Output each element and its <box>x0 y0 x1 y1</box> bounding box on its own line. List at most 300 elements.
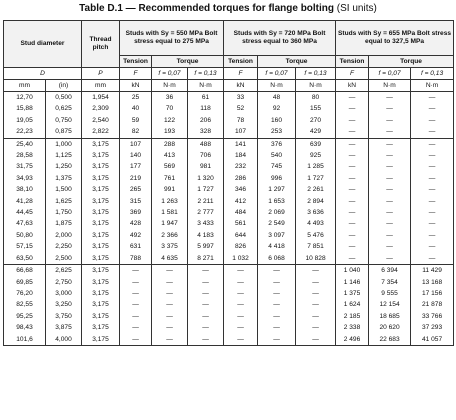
table-cell: 36 <box>152 92 188 104</box>
table-cell: 5 997 <box>188 241 224 252</box>
table-cell: 38,10 <box>4 184 46 195</box>
table-cell: 3,875 <box>46 322 82 333</box>
table-cell: 232 <box>224 161 258 172</box>
table-cell: 141 <box>224 138 258 150</box>
table-cell: 3,250 <box>46 299 82 310</box>
table-cell: 3 636 <box>296 207 336 218</box>
table-cell: 41 057 <box>411 334 454 346</box>
table-cell: — <box>369 161 411 172</box>
table-cell: 18 685 <box>369 311 411 322</box>
table-cell: — <box>336 218 369 229</box>
table-cell: 66,68 <box>4 265 46 277</box>
table-cell: 3,175 <box>82 196 120 207</box>
table-cell: — <box>188 311 224 322</box>
table-cell: 82 <box>120 126 152 138</box>
table-cell: 6 068 <box>258 253 296 265</box>
table-cell: — <box>296 334 336 346</box>
table-row <box>4 92 454 104</box>
table-row <box>4 173 454 184</box>
table-cell: 193 <box>152 126 188 138</box>
table-cell: — <box>411 207 454 218</box>
table-cell: 561 <box>224 218 258 229</box>
table-cell: 6 394 <box>369 265 411 277</box>
table-cell: — <box>411 184 454 195</box>
table-cell: 3 433 <box>188 218 224 229</box>
table-cell: 1 320 <box>188 173 224 184</box>
table-cell: 10 828 <box>296 253 336 265</box>
header-torque: Torque <box>369 56 454 68</box>
table-cell: 25,40 <box>4 138 46 150</box>
table-cell: — <box>336 230 369 241</box>
table-cell: 2,500 <box>46 253 82 265</box>
table-cell: 155 <box>296 103 336 114</box>
table-cell: 3,175 <box>82 230 120 241</box>
table-cell: 270 <box>296 115 336 126</box>
table-cell: 981 <box>188 161 224 172</box>
table-cell: 25 <box>120 92 152 104</box>
table-cell: — <box>411 92 454 104</box>
table-cell: — <box>258 334 296 346</box>
table-cell: 0,750 <box>46 115 82 126</box>
table-cell: — <box>369 196 411 207</box>
table-cell: 2,822 <box>82 126 120 138</box>
table-cell: — <box>224 322 258 333</box>
table-cell: 95,25 <box>4 311 46 322</box>
table-cell: 761 <box>152 173 188 184</box>
table-cell: 3,175 <box>82 207 120 218</box>
header-symbol-f: F <box>336 68 369 80</box>
table-cell: — <box>188 322 224 333</box>
table-cell: 37 293 <box>411 322 454 333</box>
table-cell: 2,309 <box>82 103 120 114</box>
table-cell: 4,000 <box>46 334 82 346</box>
header-friction-013: f = 0,13 <box>296 68 336 80</box>
table-cell: 12,70 <box>4 92 46 104</box>
table-row <box>4 241 454 252</box>
table-cell: 3,175 <box>82 299 120 310</box>
table-cell: 48 <box>258 92 296 104</box>
table-cell: 82,55 <box>4 299 46 310</box>
table-cell: 286 <box>224 173 258 184</box>
flange-bolting-torque-table <box>3 20 454 346</box>
table-cell: 59 <box>120 115 152 126</box>
table-row <box>4 196 454 207</box>
table-cell: 11 429 <box>411 265 454 277</box>
table-cell: 1,954 <box>82 92 120 104</box>
table-cell: 3,175 <box>82 322 120 333</box>
table-cell: 2,000 <box>46 230 82 241</box>
table-cell: — <box>152 322 188 333</box>
table-cell: 2,540 <box>82 115 120 126</box>
table-cell: — <box>369 207 411 218</box>
table-cell: — <box>336 173 369 184</box>
table-cell: 78 <box>224 115 258 126</box>
table-cell: 328 <box>188 126 224 138</box>
table-cell: 4 635 <box>152 253 188 265</box>
table-cell: 484 <box>224 207 258 218</box>
table-title-text: Table D.1 — Recommended torques for flange bolting <box>79 3 335 14</box>
table-cell: — <box>369 230 411 241</box>
table-cell: 3,175 <box>82 311 120 322</box>
table-cell: — <box>296 277 336 288</box>
table-cell: 1 947 <box>152 218 188 229</box>
header-unit-in: (in) <box>46 80 82 92</box>
table-cell: — <box>188 288 224 299</box>
table-cell: 3,000 <box>46 288 82 299</box>
table-cell: — <box>411 150 454 161</box>
table-cell: 3 375 <box>152 241 188 252</box>
table-cell: 2,250 <box>46 241 82 252</box>
table-cell: 2 185 <box>336 311 369 322</box>
table-row <box>4 253 454 265</box>
table-cell: — <box>369 115 411 126</box>
table-cell: 118 <box>188 103 224 114</box>
table-cell: — <box>296 265 336 277</box>
table-cell: 1 727 <box>296 173 336 184</box>
table-cell: 540 <box>258 150 296 161</box>
table-cell: 288 <box>152 138 188 150</box>
table-cell: — <box>258 265 296 277</box>
header-symbol-f: F <box>224 68 258 80</box>
header-unit-nm: N·m <box>411 80 454 92</box>
table-cell: 2 211 <box>188 196 224 207</box>
table-cell: 52 <box>224 103 258 114</box>
table-cell: 706 <box>188 150 224 161</box>
table-cell: 3,175 <box>82 138 120 150</box>
table-cell: 1 653 <box>258 196 296 207</box>
table-cell: 1,875 <box>46 218 82 229</box>
table-cell: — <box>369 241 411 252</box>
header-torque: Torque <box>152 56 224 68</box>
table-cell: 1,125 <box>46 150 82 161</box>
table-cell: 3,175 <box>82 184 120 195</box>
table-cell: 3,175 <box>82 253 120 265</box>
table-cell: 3,175 <box>82 241 120 252</box>
table-cell: 13 168 <box>411 277 454 288</box>
table-cell: 5 476 <box>296 230 336 241</box>
table-cell: — <box>369 126 411 138</box>
table-cell: 50,80 <box>4 230 46 241</box>
table-cell: 1,375 <box>46 173 82 184</box>
header-stud-diameter: Stud diameter <box>4 21 82 68</box>
table-cell: 140 <box>120 150 152 161</box>
table-cell: — <box>258 311 296 322</box>
table-cell: 15,88 <box>4 103 46 114</box>
header-friction-013: f = 0,13 <box>188 68 224 80</box>
table-row <box>4 311 454 322</box>
table-cell: 1 285 <box>296 161 336 172</box>
table-cell: — <box>120 277 152 288</box>
table-cell: 428 <box>120 218 152 229</box>
table-cell: — <box>411 218 454 229</box>
table-cell: — <box>336 150 369 161</box>
table-cell: 0,625 <box>46 103 82 114</box>
table-cell: 2 894 <box>296 196 336 207</box>
table-cell: — <box>336 126 369 138</box>
table-cell: 20 620 <box>369 322 411 333</box>
header-symbol-p: P <box>82 68 120 80</box>
table-cell: 63,50 <box>4 253 46 265</box>
table-cell: 76,20 <box>4 288 46 299</box>
table-cell: — <box>296 311 336 322</box>
table-cell: 0,875 <box>46 126 82 138</box>
table-cell: — <box>120 322 152 333</box>
table-cell: — <box>258 322 296 333</box>
table-cell: 1,625 <box>46 196 82 207</box>
table-cell: 413 <box>152 150 188 161</box>
table-cell: 2 338 <box>336 322 369 333</box>
table-cell: — <box>152 311 188 322</box>
table-row <box>4 218 454 229</box>
header-unit-mm: mm <box>82 80 120 92</box>
table-cell: 1 146 <box>336 277 369 288</box>
table-cell: — <box>411 173 454 184</box>
table-cell: 70 <box>152 103 188 114</box>
table-cell: — <box>224 334 258 346</box>
table-cell: — <box>188 277 224 288</box>
table-cell: — <box>369 184 411 195</box>
table-cell: 1 040 <box>336 265 369 277</box>
table-cell: 4 183 <box>188 230 224 241</box>
table-cell: 206 <box>188 115 224 126</box>
table-cell: 1 375 <box>336 288 369 299</box>
table-cell: 788 <box>120 253 152 265</box>
table-cell: 98,43 <box>4 322 46 333</box>
table-cell: — <box>369 103 411 114</box>
table-cell: — <box>411 161 454 172</box>
table-cell: 745 <box>258 161 296 172</box>
table-cell: 346 <box>224 184 258 195</box>
table-cell: 0,500 <box>46 92 82 104</box>
table-cell: 107 <box>224 126 258 138</box>
table-cell: 7 354 <box>369 277 411 288</box>
table-cell: 3,175 <box>82 173 120 184</box>
table-cell: 177 <box>120 161 152 172</box>
header-friction-007: f = 0,07 <box>258 68 296 80</box>
table-cell: — <box>258 288 296 299</box>
table-cell: 160 <box>258 115 296 126</box>
header-symbol-f: F <box>120 68 152 80</box>
table-cell: — <box>336 161 369 172</box>
table-cell: 2 069 <box>258 207 296 218</box>
table-cell: — <box>369 253 411 265</box>
table-cell: 1 032 <box>224 253 258 265</box>
table-cell: 253 <box>258 126 296 138</box>
table-cell: 19,05 <box>4 115 46 126</box>
table-cell: 3,750 <box>46 311 82 322</box>
header-group-550: Studs with Sy = 550 MPa Bolt stress equal to 275 MPa <box>120 21 224 56</box>
header-tension: Tension <box>336 56 369 68</box>
table-cell: 12 154 <box>369 299 411 310</box>
table-cell: 21 878 <box>411 299 454 310</box>
table-cell: — <box>411 138 454 150</box>
table-cell: 569 <box>152 161 188 172</box>
table-cell: — <box>152 288 188 299</box>
table-row <box>4 126 454 138</box>
table-cell: 3,175 <box>82 288 120 299</box>
table-cell: — <box>258 277 296 288</box>
table-cell: — <box>336 241 369 252</box>
table-cell: — <box>120 334 152 346</box>
table-cell: 3,175 <box>82 277 120 288</box>
table-cell: — <box>120 288 152 299</box>
table-row <box>4 161 454 172</box>
table-cell: — <box>411 103 454 114</box>
table-row <box>4 334 454 346</box>
table-cell: 639 <box>296 138 336 150</box>
header-unit-kn: kN <box>336 80 369 92</box>
table-row <box>4 184 454 195</box>
table-cell: — <box>336 253 369 265</box>
table-cell: 412 <box>224 196 258 207</box>
table-cell: 31,75 <box>4 161 46 172</box>
table-cell: 47,63 <box>4 218 46 229</box>
header-group-720: Studs with Sy = 720 MPa Bolt stress equal to 360 MPa <box>224 21 336 56</box>
table-row <box>4 288 454 299</box>
table-cell: — <box>152 265 188 277</box>
table-cell: — <box>188 299 224 310</box>
table-cell: — <box>224 288 258 299</box>
table-cell: 28,58 <box>4 150 46 161</box>
table-cell: — <box>369 218 411 229</box>
table-cell: 996 <box>258 173 296 184</box>
header-unit-mm: mm <box>4 80 46 92</box>
table-cell: 61 <box>188 92 224 104</box>
header-tension: Tension <box>120 56 152 68</box>
table-cell: 492 <box>120 230 152 241</box>
table-cell: 1 581 <box>152 207 188 218</box>
table-cell: 3 097 <box>258 230 296 241</box>
table-cell: — <box>258 299 296 310</box>
table-row <box>4 299 454 310</box>
table-cell: — <box>336 138 369 150</box>
table-cell: 17 156 <box>411 288 454 299</box>
table-cell: 1,500 <box>46 184 82 195</box>
table-cell: 2,750 <box>46 277 82 288</box>
table-cell: 4 493 <box>296 218 336 229</box>
table-row <box>4 207 454 218</box>
table-title-units: (SI units) <box>336 3 377 14</box>
table-cell: — <box>369 150 411 161</box>
header-tension: Tension <box>224 56 258 68</box>
table-cell: — <box>120 299 152 310</box>
table-row <box>4 265 454 277</box>
header-unit-nm: N·m <box>369 80 411 92</box>
table-cell: 3,175 <box>82 161 120 172</box>
table-cell: 22,23 <box>4 126 46 138</box>
table-cell: 631 <box>120 241 152 252</box>
table-row <box>4 322 454 333</box>
table-row <box>4 230 454 241</box>
table-cell: — <box>224 277 258 288</box>
table-cell: — <box>336 103 369 114</box>
table-cell: 1 297 <box>258 184 296 195</box>
table-cell: — <box>296 322 336 333</box>
header-unit-nm: N·m <box>152 80 188 92</box>
table-cell: — <box>369 92 411 104</box>
table-cell: — <box>224 265 258 277</box>
table-cell: 101,6 <box>4 334 46 346</box>
header-unit-nm: N·m <box>296 80 336 92</box>
table-cell: 991 <box>152 184 188 195</box>
table-row <box>4 115 454 126</box>
table-cell: 429 <box>296 126 336 138</box>
table-cell: 488 <box>188 138 224 150</box>
table-cell: 376 <box>258 138 296 150</box>
table-cell: 3,175 <box>82 150 120 161</box>
header-friction-013: f = 0,13 <box>411 68 454 80</box>
table-cell: — <box>411 241 454 252</box>
table-title <box>0 0 456 18</box>
table-cell: — <box>336 115 369 126</box>
table-cell: 2 777 <box>188 207 224 218</box>
table-cell: 1 727 <box>188 184 224 195</box>
table-cell: 3,175 <box>82 218 120 229</box>
table-cell: — <box>336 184 369 195</box>
table-cell: 7 851 <box>296 241 336 252</box>
table-row <box>4 138 454 150</box>
table-cell: — <box>296 299 336 310</box>
table-cell: 92 <box>258 103 296 114</box>
table-body <box>4 92 454 346</box>
table-cell: — <box>411 253 454 265</box>
table-cell: 644 <box>224 230 258 241</box>
table-cell: 2 549 <box>258 218 296 229</box>
table-cell: — <box>411 115 454 126</box>
table-cell: 33 766 <box>411 311 454 322</box>
table-cell: 22 683 <box>369 334 411 346</box>
table-cell: — <box>296 288 336 299</box>
table-cell: — <box>369 173 411 184</box>
header-unit-nm: N·m <box>258 80 296 92</box>
table-cell: 1 263 <box>152 196 188 207</box>
table-cell: 184 <box>224 150 258 161</box>
table-cell: 4 418 <box>258 241 296 252</box>
table-cell: — <box>411 230 454 241</box>
table-cell: 2 496 <box>336 334 369 346</box>
table-cell: 8 271 <box>188 253 224 265</box>
table-cell: — <box>152 277 188 288</box>
table-cell: — <box>188 334 224 346</box>
header-friction-007: f = 0,07 <box>369 68 411 80</box>
table-cell: 2,625 <box>46 265 82 277</box>
table-cell: — <box>152 299 188 310</box>
table-cell: 44,45 <box>4 207 46 218</box>
table-cell: 9 555 <box>369 288 411 299</box>
table-cell: 40 <box>120 103 152 114</box>
header-unit-nm: N·m <box>188 80 224 92</box>
table-row <box>4 277 454 288</box>
table-cell: 33 <box>224 92 258 104</box>
header-friction-007: f = 0,07 <box>152 68 188 80</box>
table-cell: — <box>152 334 188 346</box>
table-cell: 1 624 <box>336 299 369 310</box>
table-cell: 3,175 <box>82 265 120 277</box>
table-cell: 1,000 <box>46 138 82 150</box>
header-thread-pitch: Thread pitch <box>82 21 120 68</box>
table-cell: 925 <box>296 150 336 161</box>
table-cell: 2 261 <box>296 184 336 195</box>
table-cell: — <box>188 265 224 277</box>
table-cell: — <box>411 126 454 138</box>
table-cell: — <box>336 196 369 207</box>
table-cell: 122 <box>152 115 188 126</box>
table-cell: — <box>336 92 369 104</box>
table-cell: 80 <box>296 92 336 104</box>
table-cell: 2 366 <box>152 230 188 241</box>
header-symbol-d: D <box>4 68 82 80</box>
table-cell: 315 <box>120 196 152 207</box>
